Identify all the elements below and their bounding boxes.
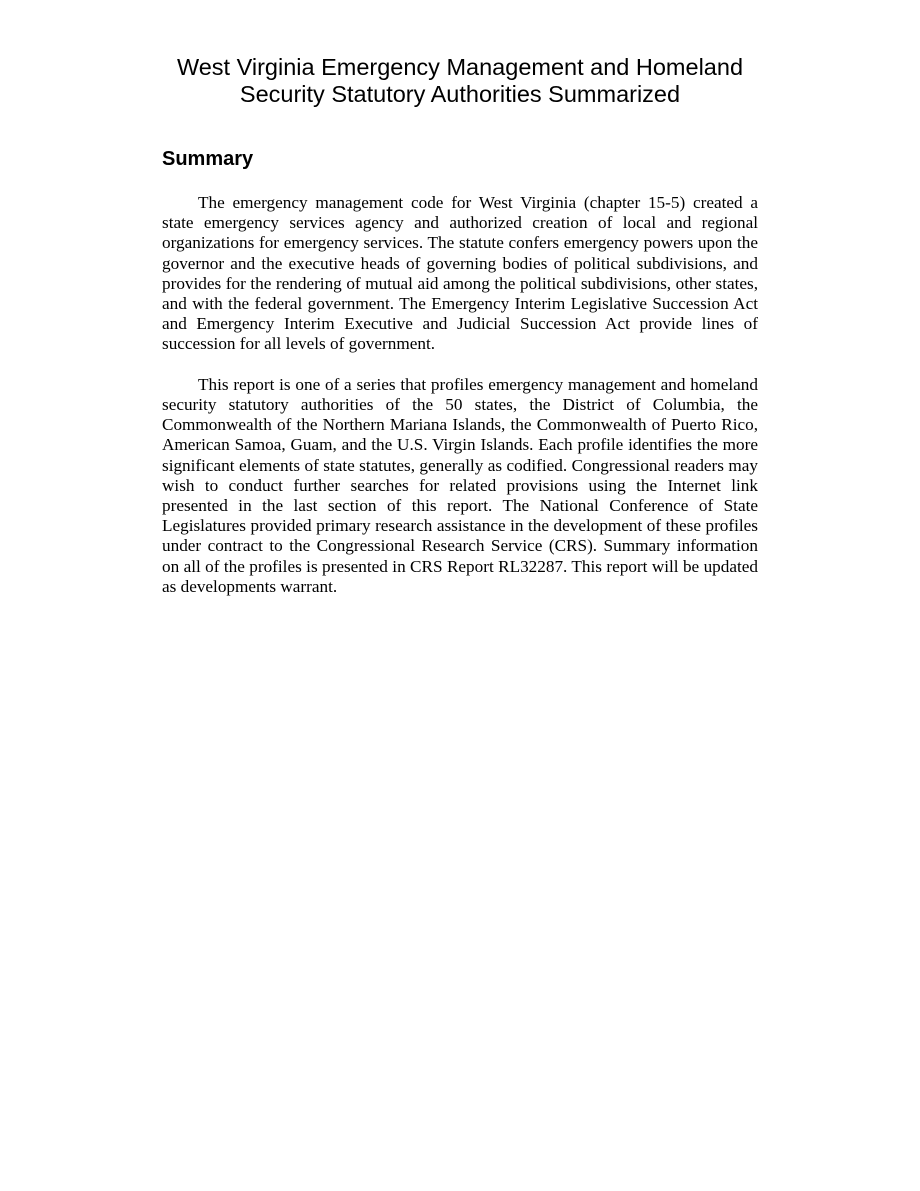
summary-paragraph-1: The emergency management code for West Virginia (chapter 15-5) created a state emergency services agency and authorized creation of local and regional organizations for emergency services. The statute confers emergency powers upon the governor and the executive heads of governing bodies of political subdivisions, and provides for the rendering of mutual aid among the political subdivisions, other states, and with the federal government. The Emergency Interim Legislative Succession Act and Emergency Interim Executive and Judicial Succession Act provide lines of succession for all levels of government.: [162, 193, 758, 354]
document-title-line-2: Security Statutory Authorities Summarized: [239, 81, 681, 107]
summary-paragraph-2: This report is one of a series that profiles emergency management and homeland security statutory authorities of the 50 states, the District of Columbia, the Commonwealth of the Northern Mariana Islands, the Commonwealth of Puerto Rico, American Samoa, Guam, and the U.S. Virgin Islands. Each profile identifies the more significant elements of state statutes, generally as codified. Congressional readers may wish to conduct further searches for related provisions using the Internet link presented in the last section of this report. The National Conference of State Legislatures provided primary research assistance in the development of these profiles under contract to the Congressional Research Service (CRS). Summary information on all of the profiles is presented in CRS Report RL32287. This report will be updated as developments warrant.: [162, 374, 758, 596]
document-title-line-1: West Virginia Emergency Management and Homeland: [176, 54, 744, 80]
document-page: [162, 54, 758, 596]
section-heading-summary: Summary: [162, 148, 254, 170]
summary-body: [162, 193, 758, 617]
document-title: [162, 54, 758, 108]
